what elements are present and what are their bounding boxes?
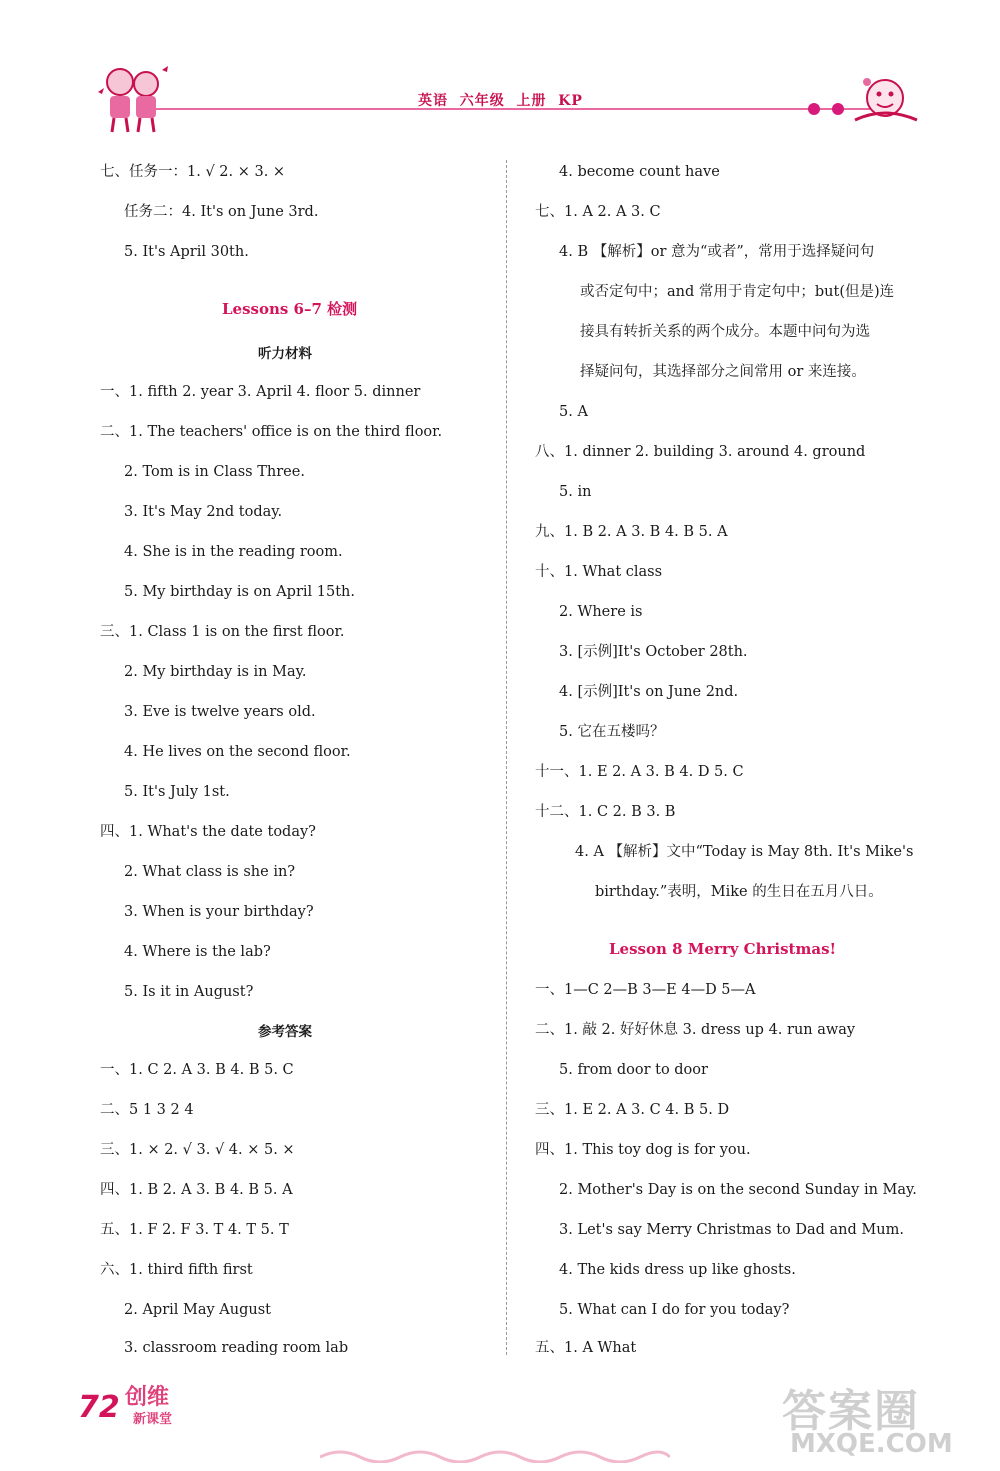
right-answer-line: 五、1. A What bbox=[535, 1340, 637, 1356]
left-answer-line: 3. It's May 2nd today. bbox=[124, 504, 283, 520]
left-answer-line: 5. My birthday is on April 15th. bbox=[124, 584, 355, 600]
header-title: 英语 六年级 上册 KP bbox=[418, 93, 583, 109]
publisher-logo bbox=[125, 1380, 205, 1430]
right-answer-line: 或否定句中；and 常用于肯定句中；but(但是)连 bbox=[580, 284, 895, 300]
left-answer-line: 一、1. C 2. A 3. B 4. B 5. C bbox=[100, 1062, 294, 1078]
right-answer-line: 接具有转折关系的两个成分。本题中问句为选 bbox=[580, 324, 870, 340]
watermark-line2: MXQE.COM bbox=[790, 1429, 953, 1459]
left-answer-line: 三、1. Class 1 is on the first floor. bbox=[100, 624, 345, 640]
right-answer-line: 2. Where is bbox=[559, 604, 643, 620]
section-title-lessons-6-7: Lessons 6–7 检测 bbox=[222, 300, 358, 318]
left-answer-line: 任务二：4. It's on June 3rd. bbox=[124, 204, 319, 220]
left-answer-line: 5. Is it in August? bbox=[124, 984, 254, 1000]
right-answer-line: 5. from door to door bbox=[559, 1062, 708, 1078]
left-answer-line: 4. She is in the reading room. bbox=[124, 544, 343, 560]
column-divider bbox=[506, 160, 507, 1355]
left-answer-line: 四、1. What's the date today? bbox=[100, 824, 316, 840]
right-answer-line: 4. A 【解析】文中“Today is May 8th. It's Mike's bbox=[575, 844, 914, 860]
left-answer-line: 一、1. fifth 2. year 3. April 4. floor 5. dinner bbox=[100, 384, 421, 400]
left-answer-line: 2. Tom is in Class Three. bbox=[124, 464, 305, 480]
right-answer-line: 3. Let's say Merry Christmas to Dad and Mum. bbox=[559, 1222, 904, 1238]
page-header bbox=[0, 0, 1000, 150]
right-answer-line: 4. B 【解析】or 意为“或者”，常用于选择疑问句 bbox=[559, 244, 875, 260]
right-answer-line: 二、1. 敲 2. 好好休息 3. dress up 4. run away bbox=[535, 1022, 856, 1038]
right-answer-line: 4. The kids dress up like ghosts. bbox=[559, 1262, 796, 1278]
left-answer-line: 3. When is your birthday? bbox=[124, 904, 314, 920]
left-answer-line: 五、1. F 2. F 3. T 4. T 5. T bbox=[100, 1222, 289, 1238]
left-answer-line: 2. My birthday is in May. bbox=[124, 664, 307, 680]
right-answer-line: 4. become count have bbox=[559, 164, 720, 180]
right-answer-line: 三、1. E 2. A 3. C 4. B 5. D bbox=[535, 1102, 730, 1118]
header-dot bbox=[808, 103, 820, 115]
logo-line1: 创维 bbox=[125, 1385, 170, 1410]
right-answer-line: 七、1. A 2. A 3. C bbox=[535, 204, 661, 220]
left-answer-line: 二、1. The teachers' office is on the third floor. bbox=[100, 424, 443, 440]
watermark bbox=[760, 1375, 990, 1465]
left-answer-line: 2. April May August bbox=[124, 1302, 272, 1318]
right-answer-line: 4. [示例]It's on June 2nd. bbox=[559, 684, 739, 700]
left-answer-line: 七、任务一：1. √ 2. × 3. × bbox=[100, 164, 286, 180]
cartoon-sun-icon bbox=[845, 72, 925, 128]
right-answer-line: 择疑问句，其选择部分之间常用 or 来连接。 bbox=[580, 364, 866, 380]
bottom-decoration bbox=[320, 1445, 670, 1463]
left-answer-line: 4. He lives on the second floor. bbox=[124, 744, 351, 760]
right-answer-line: 5. A bbox=[559, 404, 588, 420]
right-answer-line: 四、1. This toy dog is for you. bbox=[535, 1142, 751, 1158]
right-answer-line: 5. in bbox=[559, 484, 592, 500]
subtitle-listening: 听力材料 bbox=[258, 346, 312, 362]
left-answer-line: 4. Where is the lab? bbox=[124, 944, 271, 960]
left-answer-line: 3. Eve is twelve years old. bbox=[124, 704, 316, 720]
page-number: 72 bbox=[78, 1390, 120, 1425]
left-answer-line: 四、1. B 2. A 3. B 4. B 5. A bbox=[100, 1182, 293, 1198]
subtitle-answers: 参考答案 bbox=[258, 1024, 312, 1040]
right-answer-line: 十一、1. E 2. A 3. B 4. D 5. C bbox=[535, 764, 744, 780]
right-answer-line: 一、1—C 2—B 3—E 4—D 5—A bbox=[535, 982, 756, 998]
logo-line2: 新课堂 bbox=[133, 1412, 173, 1427]
left-answer-line: 5. It's July 1st. bbox=[124, 784, 230, 800]
right-answer-line: 5. What can I do for you today? bbox=[559, 1302, 790, 1318]
section-title-lesson-8: Lesson 8 Merry Christmas! bbox=[609, 940, 837, 958]
left-answer-line: 3. classroom reading room lab bbox=[124, 1340, 349, 1356]
left-answer-line: 三、1. × 2. √ 3. √ 4. × 5. × bbox=[100, 1142, 295, 1158]
watermark-line1: 答案圈 bbox=[782, 1386, 920, 1437]
right-answer-line: 十、1. What class bbox=[535, 564, 663, 580]
right-answer-line: birthday.”表明，Mike 的生日在五月八日。 bbox=[595, 884, 883, 900]
left-answer-line: 二、5 1 3 2 4 bbox=[100, 1102, 194, 1118]
right-answer-line: 2. Mother's Day is on the second Sunday in May. bbox=[559, 1182, 917, 1198]
left-answer-line: 六、1. third fifth first bbox=[100, 1262, 253, 1278]
left-answer-line: 2. What class is she in? bbox=[124, 864, 296, 880]
right-answer-line: 九、1. B 2. A 3. B 4. B 5. A bbox=[535, 524, 728, 540]
cartoon-kids-icon bbox=[92, 62, 172, 134]
right-answer-line: 3. [示例]It's October 28th. bbox=[559, 644, 748, 660]
right-answer-line: 5. 它在五楼吗？ bbox=[559, 724, 665, 740]
right-answer-line: 八、1. dinner 2. building 3. around 4. ground bbox=[535, 444, 866, 460]
right-answer-line: 十二、1. C 2. B 3. B bbox=[535, 804, 676, 820]
left-answer-line: 5. It's April 30th. bbox=[124, 244, 249, 260]
header-dot bbox=[832, 103, 844, 115]
